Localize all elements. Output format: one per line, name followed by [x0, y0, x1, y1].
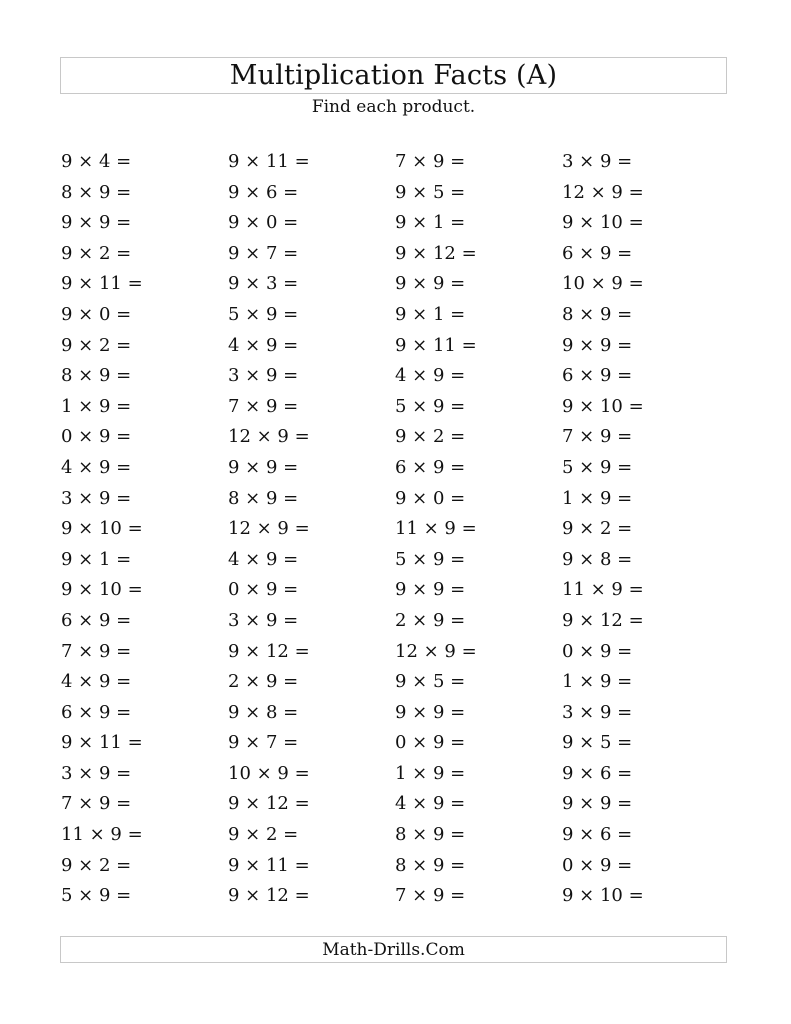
multiplication-fact: 9 × 12 =: [395, 242, 477, 264]
multiplication-fact: 10 × 9 =: [562, 273, 644, 295]
multiplication-fact: 9 × 12 =: [562, 609, 644, 631]
multiplication-fact: 6 × 9 =: [562, 242, 633, 264]
multiplication-fact: 4 × 9 =: [395, 793, 466, 815]
multiplication-fact: 6 × 9 =: [61, 609, 132, 631]
multiplication-fact: 5 × 9 =: [228, 303, 299, 325]
multiplication-fact: 9 × 10 =: [61, 579, 143, 601]
multiplication-fact: 12 × 9 =: [395, 640, 477, 662]
multiplication-fact: 3 × 9 =: [61, 762, 132, 784]
multiplication-fact: 9 × 2 =: [562, 518, 633, 540]
multiplication-fact: 9 × 1 =: [395, 303, 466, 325]
multiplication-fact: 8 × 9 =: [228, 487, 299, 509]
multiplication-fact: 9 × 5 =: [562, 732, 633, 754]
multiplication-fact: 11 × 9 =: [395, 518, 477, 540]
multiplication-fact: 1 × 9 =: [562, 487, 633, 509]
page-title: Multiplication Facts (A): [229, 60, 558, 91]
multiplication-fact: 1 × 9 =: [562, 671, 633, 693]
multiplication-fact: 9 × 5 =: [395, 181, 466, 203]
instructions: Find each product.: [311, 97, 476, 117]
multiplication-fact: 5 × 9 =: [395, 548, 466, 570]
multiplication-fact: 9 × 9 =: [228, 456, 299, 478]
multiplication-fact: 9 × 10 =: [562, 212, 644, 234]
multiplication-fact: 3 × 9 =: [61, 487, 132, 509]
multiplication-fact: 9 × 2 =: [395, 426, 466, 448]
multiplication-fact: 9 × 10 =: [562, 395, 644, 417]
multiplication-fact: 9 × 8 =: [562, 548, 633, 570]
multiplication-fact: 9 × 7 =: [228, 242, 299, 264]
multiplication-fact: 8 × 9 =: [61, 365, 132, 387]
multiplication-fact: 9 × 9 =: [562, 793, 633, 815]
multiplication-fact: 4 × 9 =: [395, 365, 466, 387]
multiplication-fact: 7 × 9 =: [562, 426, 633, 448]
multiplication-fact: 9 × 0 =: [228, 212, 299, 234]
multiplication-fact: 9 × 1 =: [395, 212, 466, 234]
multiplication-fact: 6 × 9 =: [562, 365, 633, 387]
multiplication-fact: 11 × 9 =: [61, 824, 143, 846]
multiplication-fact: 9 × 11 =: [228, 151, 310, 172]
multiplication-fact: 3 × 9 =: [228, 609, 299, 631]
multiplication-fact: 9 × 6 =: [228, 181, 299, 203]
multiplication-fact: 9 × 9 =: [395, 273, 466, 295]
multiplication-fact: 9 × 1 =: [61, 548, 132, 570]
multiplication-fact: 9 × 10 =: [562, 885, 644, 907]
facts-grid: [61, 147, 728, 912]
multiplication-fact: 9 × 2 =: [61, 334, 132, 356]
title-box: [60, 57, 727, 94]
multiplication-fact: 12 × 9 =: [562, 181, 644, 203]
multiplication-fact: 9 × 9 =: [395, 701, 466, 723]
multiplication-fact: 7 × 9 =: [395, 151, 466, 172]
multiplication-fact: 1 × 9 =: [395, 762, 466, 784]
multiplication-fact: 5 × 9 =: [562, 456, 633, 478]
multiplication-fact: 9 × 12 =: [228, 885, 310, 907]
multiplication-fact: 0 × 9 =: [228, 579, 299, 601]
footer-box: [60, 936, 727, 963]
multiplication-fact: 12 × 9 =: [228, 518, 310, 540]
multiplication-fact: 5 × 9 =: [395, 395, 466, 417]
multiplication-fact: 8 × 9 =: [562, 303, 633, 325]
multiplication-fact: 6 × 9 =: [395, 456, 466, 478]
multiplication-fact: 7 × 9 =: [228, 395, 299, 417]
footer-site: Math-Drills.Com: [322, 939, 465, 960]
multiplication-fact: 6 × 9 =: [61, 701, 132, 723]
multiplication-fact: 9 × 11 =: [228, 854, 310, 876]
multiplication-fact: 1 × 9 =: [61, 395, 132, 417]
multiplication-fact: 7 × 9 =: [61, 640, 132, 662]
multiplication-fact: 10 × 9 =: [228, 762, 310, 784]
multiplication-fact: 9 × 4 =: [61, 151, 132, 172]
multiplication-fact: 9 × 6 =: [562, 824, 633, 846]
multiplication-fact: 12 × 9 =: [228, 426, 310, 448]
multiplication-fact: 5 × 9 =: [61, 885, 132, 907]
multiplication-fact: 9 × 6 =: [562, 762, 633, 784]
multiplication-fact: 4 × 9 =: [228, 548, 299, 570]
multiplication-fact: 9 × 11 =: [395, 334, 477, 356]
multiplication-fact: 7 × 9 =: [395, 885, 466, 907]
multiplication-fact: 4 × 9 =: [61, 456, 132, 478]
multiplication-fact: 9 × 0 =: [395, 487, 466, 509]
multiplication-fact: 4 × 9 =: [61, 671, 132, 693]
multiplication-fact: 9 × 5 =: [395, 671, 466, 693]
multiplication-fact: 9 × 2 =: [61, 854, 132, 876]
multiplication-fact: 4 × 9 =: [228, 334, 299, 356]
multiplication-fact: 9 × 9 =: [395, 579, 466, 601]
multiplication-fact: 3 × 9 =: [228, 365, 299, 387]
multiplication-fact: 9 × 8 =: [228, 701, 299, 723]
multiplication-fact: 9 × 9 =: [562, 334, 633, 356]
multiplication-fact: 0 × 9 =: [395, 732, 466, 754]
multiplication-fact: 2 × 9 =: [395, 609, 466, 631]
multiplication-fact: 8 × 9 =: [395, 824, 466, 846]
multiplication-fact: 3 × 9 =: [562, 701, 633, 723]
multiplication-fact: 9 × 0 =: [61, 303, 132, 325]
multiplication-fact: 0 × 9 =: [61, 426, 132, 448]
multiplication-fact: 11 × 9 =: [562, 579, 644, 601]
multiplication-fact: 9 × 7 =: [228, 732, 299, 754]
multiplication-fact: 7 × 9 =: [61, 793, 132, 815]
multiplication-fact: 2 × 9 =: [228, 671, 299, 693]
multiplication-fact: 9 × 12 =: [228, 640, 310, 662]
multiplication-fact: 3 × 9 =: [562, 151, 633, 172]
multiplication-fact: 9 × 2 =: [61, 242, 132, 264]
multiplication-fact: 9 × 9 =: [61, 212, 132, 234]
multiplication-fact: 9 × 11 =: [61, 732, 143, 754]
multiplication-fact: 9 × 10 =: [61, 518, 143, 540]
multiplication-fact: 9 × 11 =: [61, 273, 143, 295]
multiplication-fact: 0 × 9 =: [562, 640, 633, 662]
multiplication-fact: 9 × 3 =: [228, 273, 299, 295]
multiplication-fact: 9 × 2 =: [228, 824, 299, 846]
multiplication-fact: 0 × 9 =: [562, 854, 633, 876]
multiplication-fact: 9 × 12 =: [228, 793, 310, 815]
multiplication-fact: 8 × 9 =: [395, 854, 466, 876]
multiplication-fact: 8 × 9 =: [61, 181, 132, 203]
